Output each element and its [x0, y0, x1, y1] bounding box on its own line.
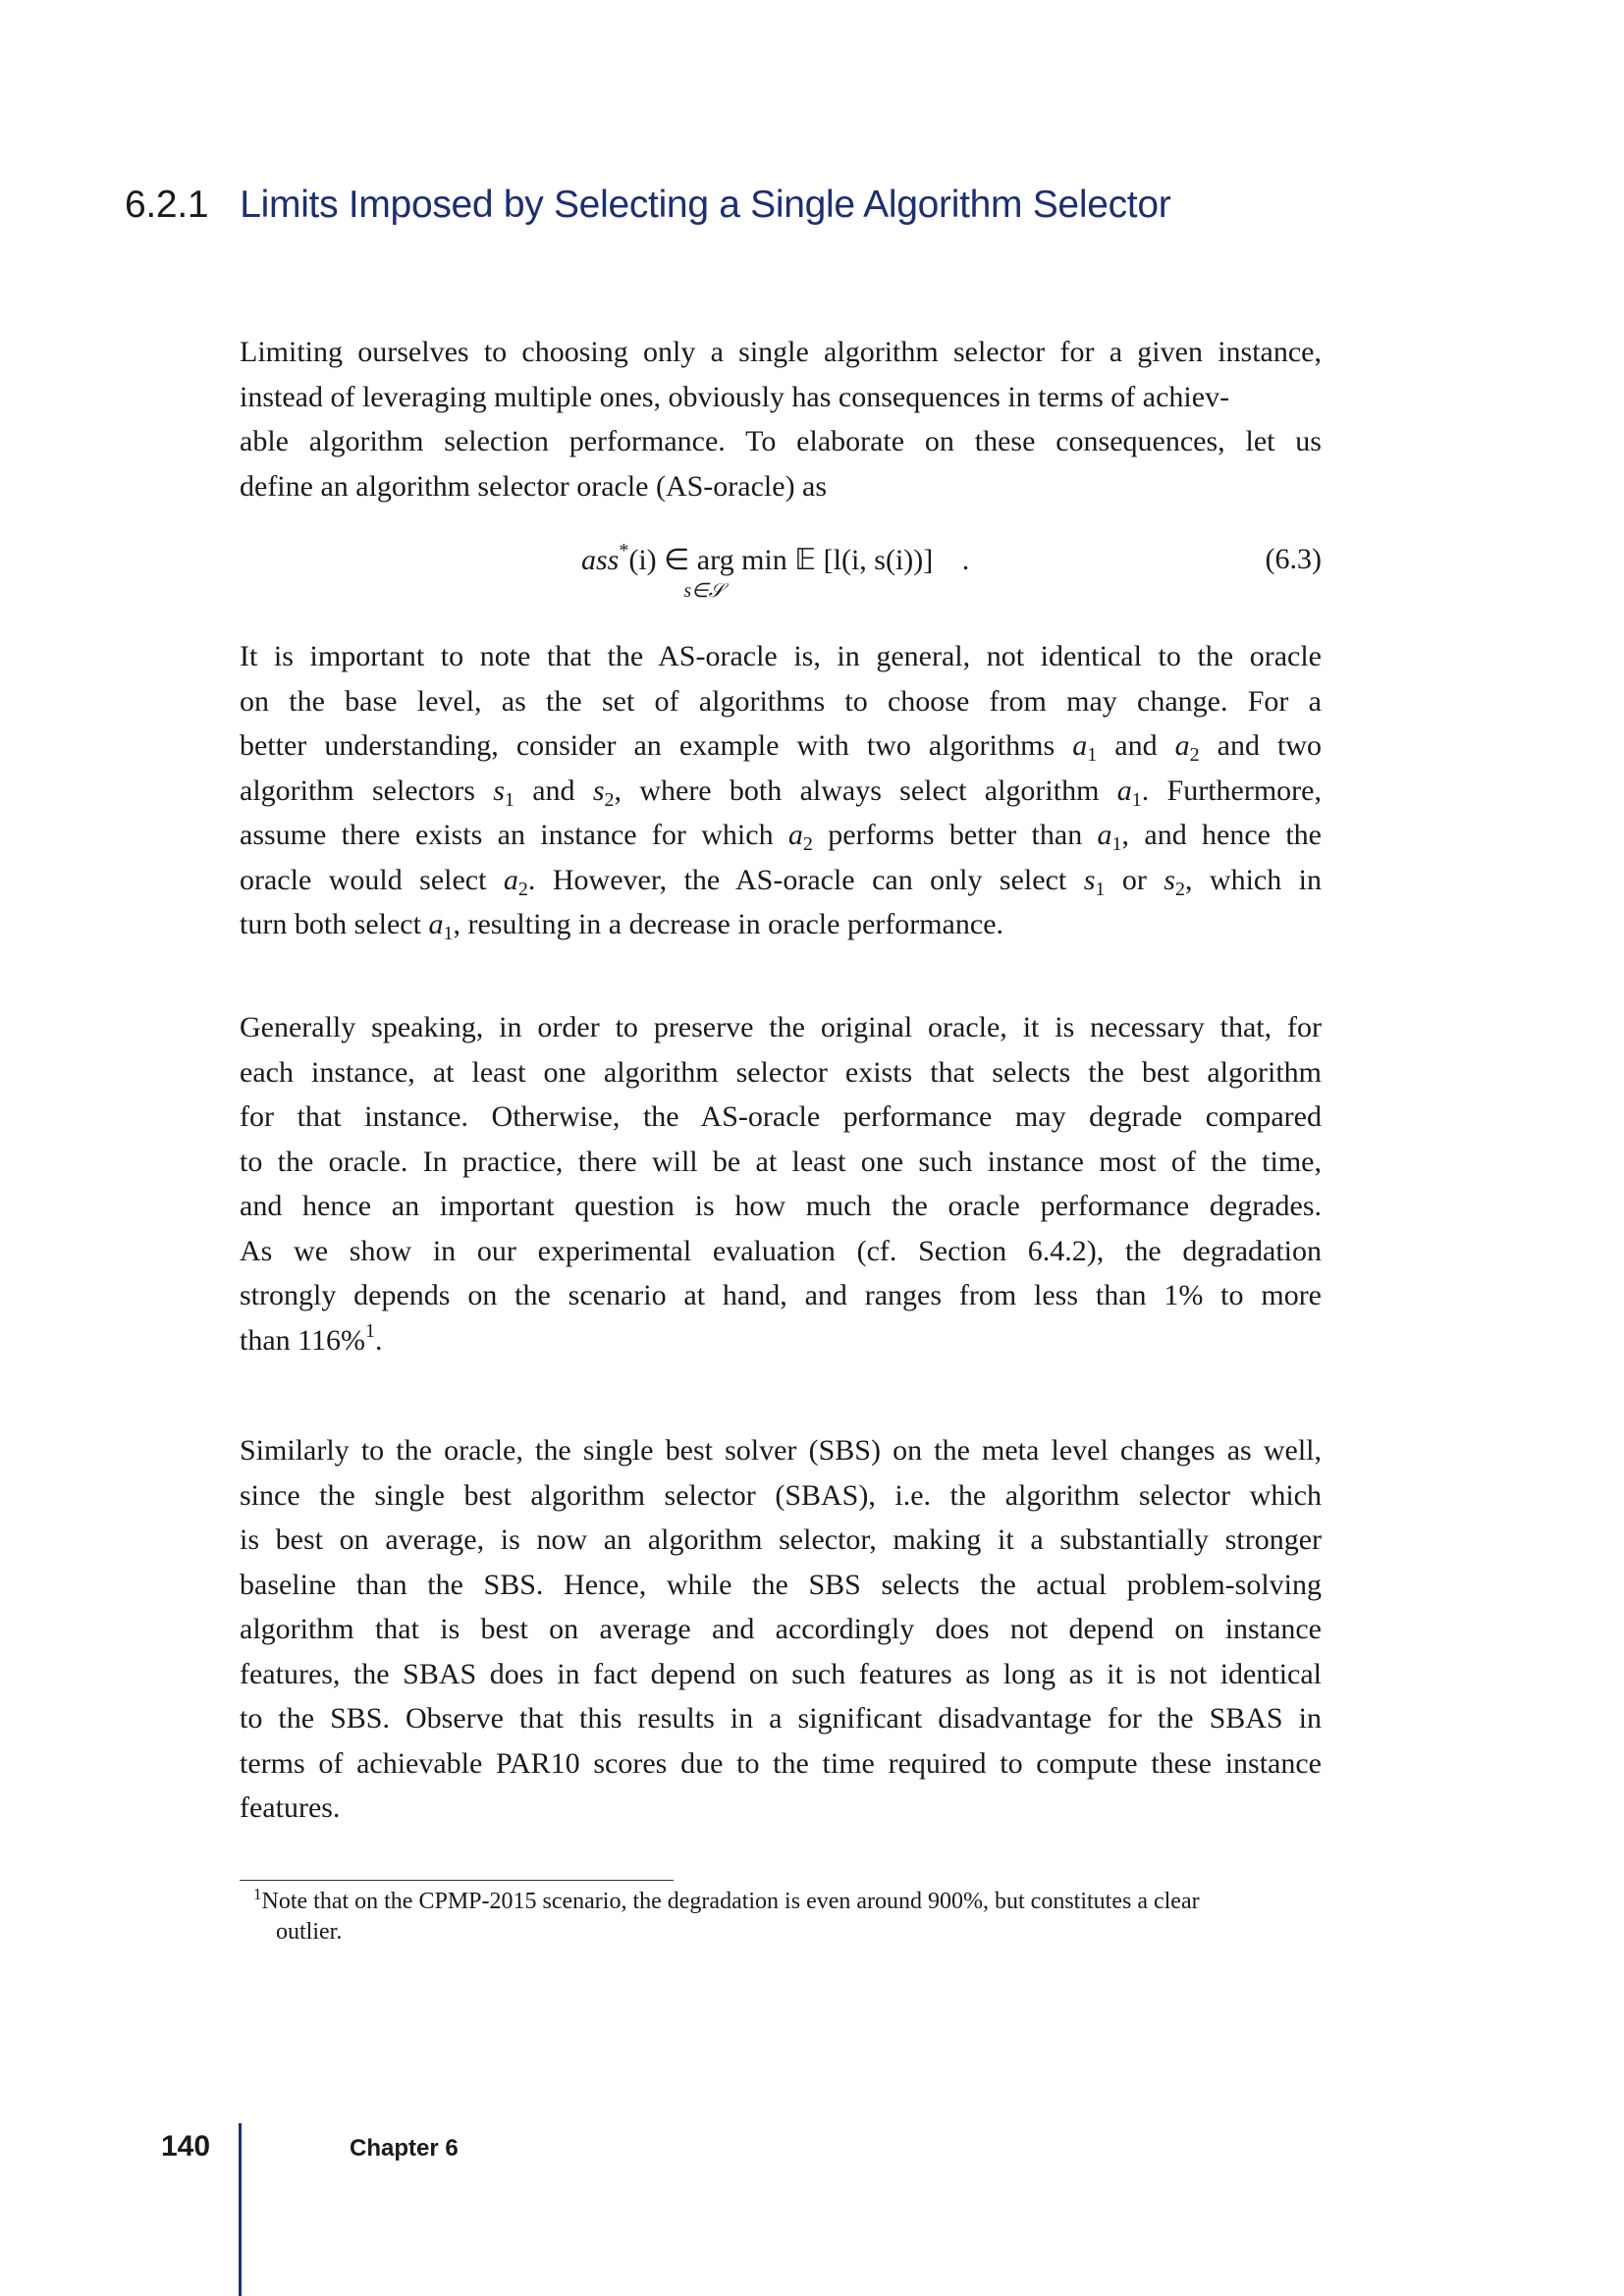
symbol-s1: $s_1$ — [1083, 863, 1106, 900]
text-line: Limiting ourselves to choosing only a single algorithm selector for a given instance, — [240, 336, 1322, 368]
symbol-s2: $s_2$ — [592, 774, 615, 811]
text-fragment: . However, the AS-oracle can only select — [527, 863, 1084, 896]
equation-number: (6.3) — [1265, 543, 1322, 575]
footer-vertical-rule — [239, 2123, 242, 2296]
symbol-a1: $a_1$ — [1097, 819, 1122, 855]
text-line: It is important to note that the AS-oracle is, in general, not identical to the oracle — [240, 640, 1322, 672]
text-line: As we show in our experimental evaluation (cf. Section 6.4.2), the degradation — [240, 1234, 1322, 1267]
text-fragment: performs better than — [812, 819, 1098, 851]
equation-body: (i) ∈ arg min 𝔼 [l(i, s(i))] — [628, 544, 934, 576]
text-fragment: or — [1105, 863, 1164, 896]
section-heading — [125, 182, 1170, 229]
section-title: Limits Imposed by Selecting a Single Algorithm Selector — [240, 184, 1171, 226]
text-line: Similarly to the oracle, the single best solver (SBS) on the meta level changes as well, — [240, 1434, 1322, 1467]
footnote-text: Note that on the CPMP-2015 scenario, the degradation is even around 900%, but constitutes a clear — [261, 1889, 1200, 1914]
paragraph-as-oracle — [240, 634, 1322, 947]
text-fragment: oracle would select — [240, 863, 504, 896]
footnote-line: outlier. — [276, 1919, 343, 1945]
symbol-s1: $s_1$ — [493, 774, 514, 811]
footnote-reference[interactable]: 1 — [365, 1319, 376, 1342]
text-fragment: than 116% — [240, 1323, 366, 1357]
text-fragment: and — [514, 774, 593, 807]
equation-period: . — [961, 544, 970, 576]
text-fragment: better understanding, consider an example with two algorithms — [240, 729, 1073, 762]
running-footer-chapter: Chapter 6 — [350, 2135, 459, 2162]
text-line: since the single best algorithm selector (SBAS), i.e. the algorithm selector which — [240, 1478, 1322, 1512]
symbol-a1: $a_1$ — [428, 908, 454, 944]
text-line: and hence an important question is how much the oracle performance degrades. — [240, 1190, 1322, 1222]
text-line: features. — [240, 1791, 341, 1824]
text-line — [240, 858, 1322, 903]
symbol-a1: $a_1$ — [1072, 729, 1098, 766]
text-fragment: , and hence the — [1121, 819, 1322, 851]
equation-underset: s∈𝒮 — [683, 580, 725, 602]
symbol-a2: $a_2$ — [1174, 729, 1200, 766]
symbol-a2: $a_2$ — [503, 863, 528, 900]
paragraph-sbas — [240, 1428, 1322, 1831]
text-fragment: and — [1097, 729, 1175, 762]
symbol-a1: $a_1$ — [1116, 774, 1142, 811]
text-line: baseline than the SBS. Hence, while the SBS selects the actual problem-solving — [240, 1568, 1322, 1601]
section-number: 6.2.1 — [125, 184, 209, 226]
equation-star: * — [619, 540, 629, 561]
text-line: Generally speaking, in order to preserve the original oracle, it is necessary that, for — [240, 1011, 1322, 1043]
footnote-line — [253, 1885, 1200, 1914]
text-line: for that instance. Otherwise, the AS-oracle performance may degrade compared — [240, 1100, 1322, 1133]
symbol-s2: $s_2$ — [1164, 863, 1185, 900]
text-fragment: and two — [1199, 729, 1322, 762]
text-fragment: algorithm selectors — [240, 774, 494, 807]
text-fragment: turn both select — [240, 908, 429, 940]
footnote — [253, 1887, 1322, 1948]
equation-lhs: ass — [581, 544, 620, 576]
text-line: strongly depends on the scenario at hand, and ranges from less than 1% to more — [240, 1279, 1322, 1311]
equation-expression — [581, 540, 970, 602]
footnote-mark: 1 — [253, 1885, 262, 1903]
text-fragment: . — [375, 1323, 383, 1357]
text-line: to the oracle. In practice, there will be at least one such instance most of the time, — [240, 1145, 1322, 1178]
text-line: each instance, at least one algorithm selector exists that selects the best algorithm — [240, 1055, 1322, 1089]
equation-6-3 — [240, 540, 1322, 614]
text-line: able algorithm selection performance. To elaborate on these consequences, let us — [240, 425, 1322, 457]
text-line: instead of leveraging multiple ones, obviously has consequences in terms of achiev- — [240, 380, 1230, 413]
text-line — [240, 813, 1322, 858]
text-line: algorithm that is best on average and accordingly does not depend on instance — [240, 1613, 1322, 1645]
text-line: is best on average, is now an algorithm selector, making it a substantially stronger — [240, 1523, 1322, 1556]
text-line: terms of achievable PAR10 scores due to the time required to compute these instance — [240, 1746, 1322, 1780]
text-line: on the base level, as the set of algorithms to choose from may change. For a — [240, 684, 1322, 718]
text-fragment: . Furthermore, — [1141, 774, 1322, 807]
text-line — [240, 723, 1322, 769]
text-line: define an algorithm selector oracle (AS-oracle) as — [240, 469, 828, 503]
text-line — [240, 769, 1322, 814]
page-number: 140 — [161, 2130, 211, 2163]
text-fragment: , resulting in a decrease in oracle performance. — [453, 908, 1004, 940]
text-line — [240, 1318, 1322, 1363]
footnote-divider — [240, 1880, 674, 1881]
symbol-a2: $a_2$ — [787, 819, 813, 855]
text-line — [240, 902, 1322, 947]
text-fragment: assume there exists an instance for which — [240, 819, 788, 851]
text-line: features, the SBAS does in fact depend on such features as long as it is not identical — [240, 1657, 1322, 1690]
text-line: to the SBS. Observe that this results in a significant disadvantage for the SBAS in — [240, 1702, 1322, 1735]
text-fragment: , where both always select algorithm — [614, 774, 1117, 807]
paragraph-preserve-oracle — [240, 1005, 1322, 1362]
paragraph-intro — [240, 330, 1322, 508]
equation-argmin — [628, 543, 934, 602]
text-fragment: , which in — [1184, 863, 1323, 896]
